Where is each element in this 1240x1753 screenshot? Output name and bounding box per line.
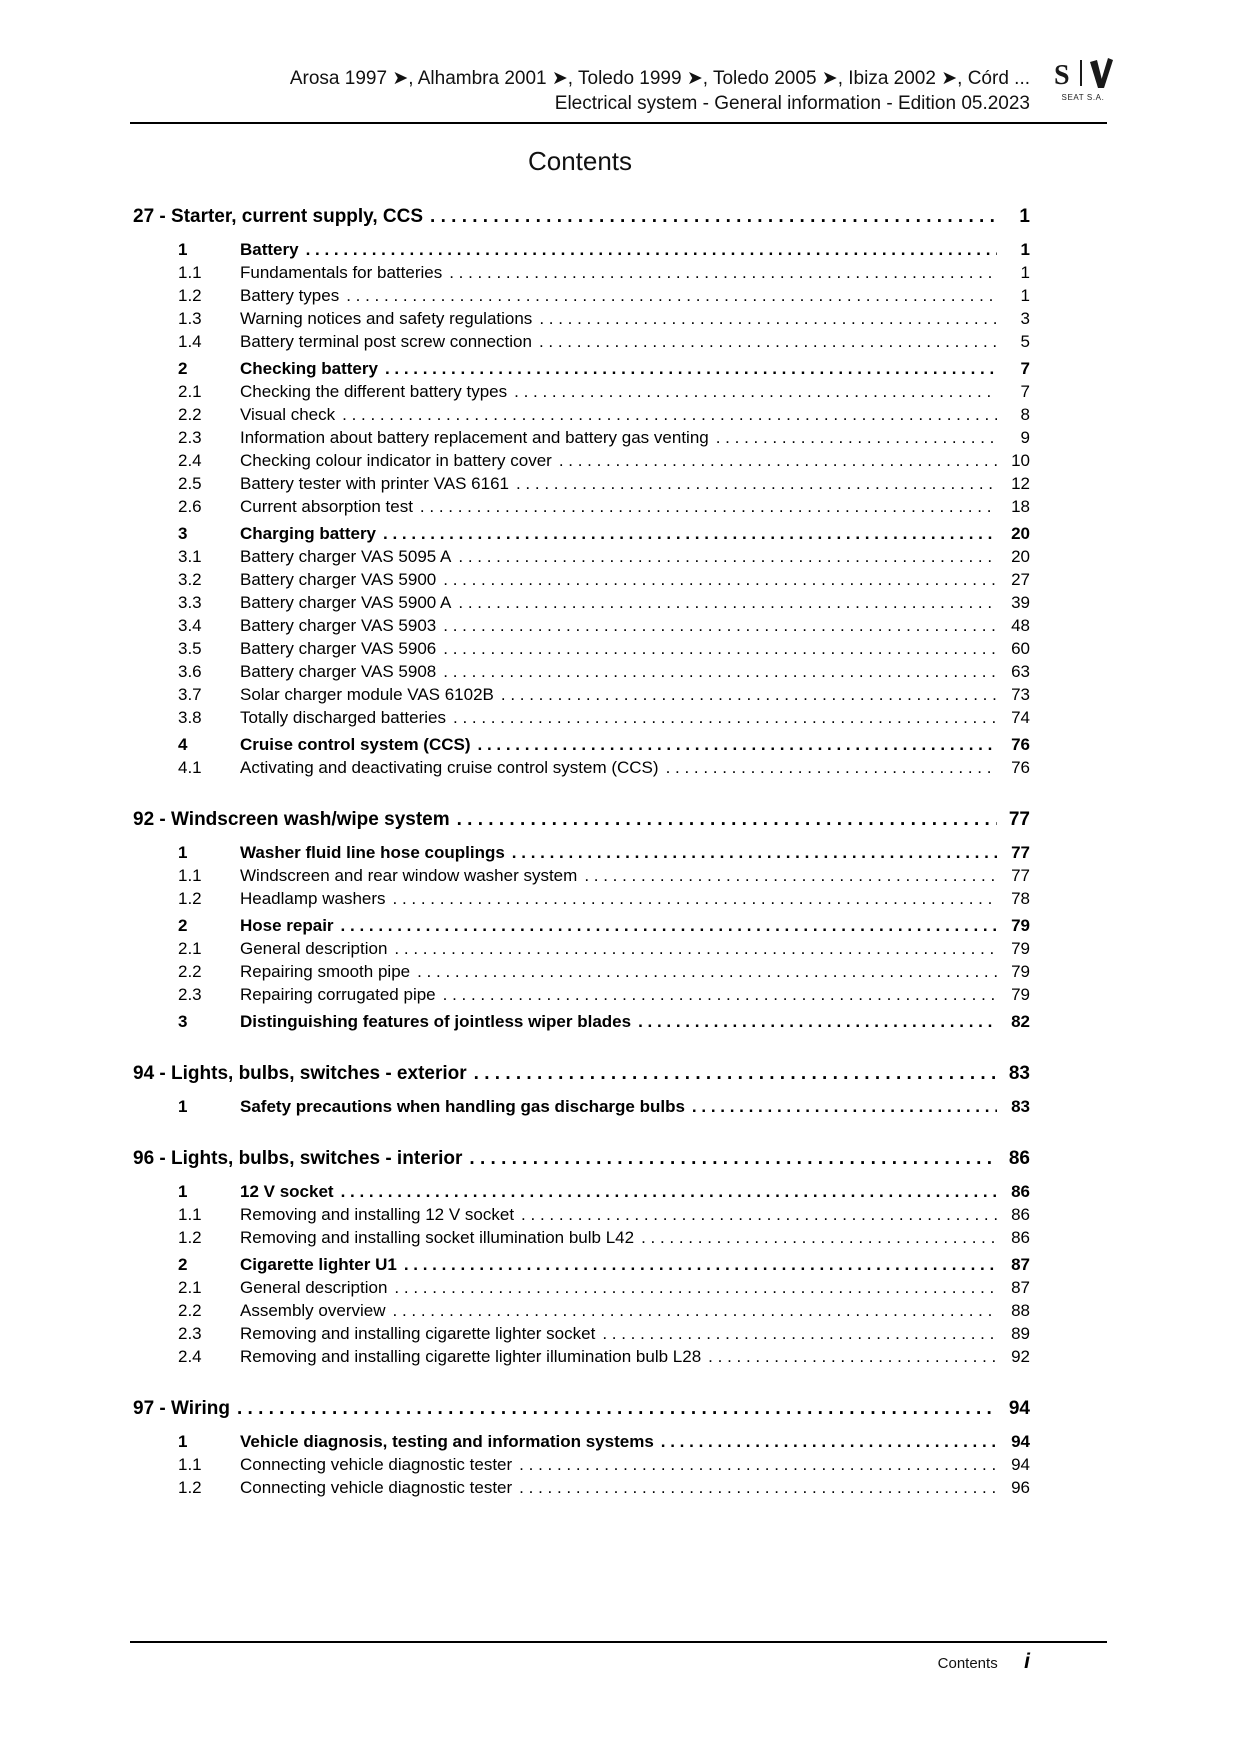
item-title: Warning notices and safety regulations xyxy=(240,309,533,328)
dot-leader xyxy=(443,660,997,683)
dot-leader xyxy=(469,1146,997,1172)
dot-leader xyxy=(457,807,997,833)
item-title: Removing and installing socket illumination bulb L42 xyxy=(240,1228,635,1247)
item-number: 2.1 xyxy=(178,1278,202,1297)
item-page-number: 76 xyxy=(1011,735,1030,754)
toc-item-row xyxy=(133,1203,1030,1226)
toc-item-row xyxy=(133,1345,1030,1368)
toc-item-row xyxy=(133,637,1030,660)
item-page-number: 79 xyxy=(1011,985,1030,1004)
item-number: 3.6 xyxy=(178,662,202,681)
toc-item-row xyxy=(133,1095,1030,1118)
item-number: 4.1 xyxy=(178,758,202,777)
item-number: 2.4 xyxy=(178,1347,202,1366)
page-footer xyxy=(130,1650,1030,1674)
item-number: 2.3 xyxy=(178,1324,202,1343)
dot-leader xyxy=(430,204,997,230)
item-number: 3.7 xyxy=(178,685,202,704)
item-title: 12 V socket xyxy=(240,1182,334,1201)
item-title: Battery charger VAS 5906 xyxy=(240,639,437,658)
item-title: Activating and deactivating cruise control system (CCS) xyxy=(240,758,659,777)
chapter-label: 96 - Lights, bulbs, switches - interior xyxy=(133,1148,463,1169)
item-title: Battery charger VAS 5903 xyxy=(240,616,437,635)
item-title: Battery charger VAS 5095 A xyxy=(240,547,452,566)
item-title: Headlamp washers xyxy=(240,889,386,908)
item-page-number: 1 xyxy=(1020,240,1030,259)
item-page-number: 18 xyxy=(1011,497,1030,516)
toc-section xyxy=(133,1396,1030,1499)
item-page-number: 96 xyxy=(1011,1478,1030,1497)
header-models-line: Arosa 1997 ➤, Alhambra 2001 ➤, Toledo 1999 ➤, Toledo 2005 ➤, Ibiza 2002 ➤, Córd ... xyxy=(289,68,1030,89)
chapter-label: 27 - Starter, current supply, CCS xyxy=(133,206,424,227)
item-number: 2 xyxy=(178,1255,188,1274)
item-title: Removing and installing 12 V socket xyxy=(240,1205,515,1224)
dot-leader xyxy=(666,756,997,779)
toc-item-row xyxy=(133,1180,1030,1203)
toc-item-row xyxy=(133,545,1030,568)
dot-leader xyxy=(237,1396,997,1422)
toc-item-row xyxy=(133,864,1030,887)
item-title: Solar charger module VAS 6102B xyxy=(240,685,494,704)
dot-leader xyxy=(602,1322,997,1345)
item-page-number: 1 xyxy=(1020,286,1030,305)
dot-leader xyxy=(539,330,997,353)
item-number: 3.1 xyxy=(178,547,202,566)
toc-chapter-row xyxy=(133,1061,1030,1087)
page-title: Contents xyxy=(527,146,633,176)
toc-chapter-row xyxy=(133,807,1030,833)
item-number: 1.1 xyxy=(178,263,202,282)
item-number: 1 xyxy=(178,843,188,862)
chapter-label: 97 - Wiring xyxy=(133,1398,230,1419)
seat-logo-caption: SEAT S.A. xyxy=(1061,93,1105,102)
dot-leader xyxy=(404,1253,997,1276)
logo-divider xyxy=(1080,60,1082,86)
item-title: Totally discharged batteries xyxy=(240,708,447,727)
item-title: Repairing corrugated pipe xyxy=(240,985,436,1004)
dot-leader xyxy=(453,706,997,729)
footer-rule xyxy=(130,1641,1107,1643)
item-number: 3.4 xyxy=(178,616,202,635)
item-page-number: 77 xyxy=(1011,843,1030,862)
dot-leader xyxy=(516,472,997,495)
chapter-page-number: 77 xyxy=(1008,809,1030,830)
dot-leader xyxy=(394,1276,997,1299)
toc-item-row xyxy=(133,706,1030,729)
dot-leader xyxy=(341,914,997,937)
item-page-number: 1 xyxy=(1020,263,1030,282)
dot-leader xyxy=(716,426,997,449)
item-number: 2 xyxy=(178,359,188,378)
footer-section-label: Contents xyxy=(937,1655,998,1672)
item-title: Washer fluid line hose couplings xyxy=(240,843,505,862)
item-page-number: 20 xyxy=(1011,524,1030,543)
dot-leader xyxy=(641,1226,997,1249)
dot-leader xyxy=(458,545,997,568)
item-title: Assembly overview xyxy=(240,1301,386,1320)
toc-item-row xyxy=(133,1226,1030,1249)
item-number: 3.8 xyxy=(178,708,202,727)
item-page-number: 86 xyxy=(1011,1182,1030,1201)
toc-item-row xyxy=(133,284,1030,307)
item-number: 1 xyxy=(178,1097,188,1116)
item-number: 3 xyxy=(178,1012,188,1031)
item-title: Cigarette lighter U1 xyxy=(240,1255,397,1274)
dot-leader xyxy=(539,307,997,330)
toc-section xyxy=(133,807,1030,1033)
item-title: Connecting vehicle diagnostic tester xyxy=(240,1478,513,1497)
dot-leader xyxy=(443,983,997,1006)
dot-leader xyxy=(443,637,997,660)
toc-item-row xyxy=(133,495,1030,518)
dot-leader xyxy=(638,1010,997,1033)
item-title: Cruise control system (CCS) xyxy=(240,735,471,754)
item-title: General description xyxy=(240,1278,388,1297)
item-number: 1.2 xyxy=(178,1478,202,1497)
toc-item-row xyxy=(133,522,1030,545)
dot-leader xyxy=(306,238,997,261)
toc-item-row xyxy=(133,1476,1030,1499)
dot-leader xyxy=(341,1180,997,1203)
item-page-number: 20 xyxy=(1011,547,1030,566)
item-page-number: 10 xyxy=(1011,451,1030,470)
item-page-number: 9 xyxy=(1020,428,1030,447)
dot-leader xyxy=(346,284,997,307)
dot-leader xyxy=(661,1430,997,1453)
toc-item-row xyxy=(133,841,1030,864)
item-number: 1 xyxy=(178,1182,188,1201)
item-page-number: 79 xyxy=(1011,916,1030,935)
chapter-page-number: 94 xyxy=(1008,1398,1030,1419)
item-title: Safety precautions when handling gas discharge bulbs xyxy=(240,1097,685,1116)
item-title: Battery charger VAS 5900 xyxy=(240,570,437,589)
item-number: 3.2 xyxy=(178,570,202,589)
dot-leader xyxy=(519,1453,997,1476)
dot-leader xyxy=(458,591,997,614)
item-page-number: 78 xyxy=(1011,889,1030,908)
dot-leader xyxy=(393,887,997,910)
item-page-number: 89 xyxy=(1011,1324,1030,1343)
item-number: 2.2 xyxy=(178,962,202,981)
chapter-page-number: 1 xyxy=(1019,206,1030,227)
item-number: 1.1 xyxy=(178,866,202,885)
item-title: Hose repair xyxy=(240,916,334,935)
item-page-number: 94 xyxy=(1011,1455,1030,1474)
toc-item-row xyxy=(133,426,1030,449)
dot-leader xyxy=(478,733,998,756)
item-page-number: 7 xyxy=(1020,382,1030,401)
item-title: Checking the different battery types xyxy=(240,382,508,401)
item-page-number: 83 xyxy=(1011,1097,1030,1116)
dot-leader xyxy=(708,1345,997,1368)
item-title: Battery xyxy=(240,240,299,259)
item-number: 3.5 xyxy=(178,639,202,658)
item-number: 1 xyxy=(178,240,188,259)
item-page-number: 3 xyxy=(1020,309,1030,328)
toc-item-row xyxy=(133,238,1030,261)
item-number: 2.5 xyxy=(178,474,202,493)
toc-item-row xyxy=(133,960,1030,983)
dot-leader xyxy=(449,261,997,284)
dot-leader xyxy=(692,1095,997,1118)
dot-leader xyxy=(385,357,997,380)
dot-leader xyxy=(443,568,997,591)
item-number: 1.3 xyxy=(178,309,202,328)
item-title: Vehicle diagnosis, testing and information systems xyxy=(240,1432,654,1451)
dot-leader xyxy=(474,1061,997,1087)
page-header xyxy=(130,66,1030,116)
seat-s-icon: S xyxy=(1054,60,1070,91)
item-title: Removing and installing cigarette lighter socket xyxy=(240,1324,596,1343)
toc-item-row xyxy=(133,1253,1030,1276)
dot-leader xyxy=(417,960,997,983)
toc-item-row xyxy=(133,591,1030,614)
chapter-page-number: 86 xyxy=(1008,1148,1030,1169)
toc-section xyxy=(133,1146,1030,1368)
item-page-number: 7 xyxy=(1020,359,1030,378)
dot-leader xyxy=(501,683,997,706)
item-number: 1.2 xyxy=(178,286,202,305)
item-title: Removing and installing cigarette lighter illumination bulb L28 xyxy=(240,1347,702,1366)
toc-item-row xyxy=(133,733,1030,756)
item-number: 2.2 xyxy=(178,405,202,424)
item-page-number: 82 xyxy=(1011,1012,1030,1031)
item-title: Connecting vehicle diagnostic tester xyxy=(240,1455,513,1474)
item-page-number: 12 xyxy=(1011,474,1030,493)
item-page-number: 8 xyxy=(1020,405,1030,424)
toc-item-row xyxy=(133,403,1030,426)
dot-leader xyxy=(394,937,997,960)
toc-item-row xyxy=(133,357,1030,380)
item-number: 4 xyxy=(178,735,188,754)
chapter-label: 94 - Lights, bulbs, switches - exterior xyxy=(133,1063,467,1084)
item-number: 3.3 xyxy=(178,593,202,612)
header-rule xyxy=(130,122,1107,124)
item-title: Information about battery replacement and battery gas venting xyxy=(240,428,709,447)
item-page-number: 86 xyxy=(1011,1205,1030,1224)
item-page-number: 88 xyxy=(1011,1301,1030,1320)
item-number: 1.1 xyxy=(178,1455,202,1474)
item-number: 1.4 xyxy=(178,332,202,351)
toc-section xyxy=(133,1061,1030,1118)
toc-item-row xyxy=(133,660,1030,683)
item-page-number: 79 xyxy=(1011,939,1030,958)
seat-arrow-icon xyxy=(1090,60,1104,88)
item-number: 2.2 xyxy=(178,1301,202,1320)
toc-chapter-row xyxy=(133,1396,1030,1422)
dot-leader xyxy=(519,1476,997,1499)
item-page-number: 94 xyxy=(1011,1432,1030,1451)
item-title: Windscreen and rear window washer system xyxy=(240,866,578,885)
item-page-number: 39 xyxy=(1011,593,1030,612)
toc-item-row xyxy=(133,1322,1030,1345)
item-number: 2.1 xyxy=(178,939,202,958)
dot-leader xyxy=(443,614,997,637)
item-number: 2.3 xyxy=(178,985,202,1004)
toc-chapter-row xyxy=(133,1146,1030,1172)
toc-item-row xyxy=(133,330,1030,353)
toc-item-row xyxy=(133,568,1030,591)
item-title: Checking colour indicator in battery cover xyxy=(240,451,552,470)
toc-item-row xyxy=(133,983,1030,1006)
dot-leader xyxy=(393,1299,998,1322)
header-edition-line: Electrical system - General information - Edition 05.2023 xyxy=(554,93,1030,114)
toc-item-row xyxy=(133,1299,1030,1322)
chapter-label: 92 - Windscreen wash/wipe system xyxy=(133,809,450,830)
item-title: Fundamentals for batteries xyxy=(240,263,443,282)
item-title: Battery tester with printer VAS 6161 xyxy=(240,474,509,493)
item-title: Battery charger VAS 5908 xyxy=(240,662,437,681)
item-title: Current absorption test xyxy=(240,497,413,516)
toc-item-row xyxy=(133,472,1030,495)
dot-leader xyxy=(584,864,997,887)
item-number: 1.2 xyxy=(178,889,202,908)
toc-item-row xyxy=(133,307,1030,330)
item-title: General description xyxy=(240,939,388,958)
dot-leader xyxy=(342,403,997,426)
dot-leader xyxy=(514,380,997,403)
toc-item-row xyxy=(133,937,1030,960)
toc-item-row xyxy=(133,1430,1030,1453)
item-page-number: 87 xyxy=(1011,1278,1030,1297)
toc-item-row xyxy=(133,887,1030,910)
item-page-number: 27 xyxy=(1011,570,1030,589)
item-title: Battery terminal post screw connection xyxy=(240,332,532,351)
item-number: 2.1 xyxy=(178,382,202,401)
item-page-number: 92 xyxy=(1011,1347,1030,1366)
toc-item-row xyxy=(133,380,1030,403)
item-page-number: 86 xyxy=(1011,1228,1030,1247)
item-number: 3 xyxy=(178,524,188,543)
dot-leader xyxy=(383,522,997,545)
item-title: Battery charger VAS 5900 A xyxy=(240,593,452,612)
item-page-number: 5 xyxy=(1020,332,1030,351)
item-page-number: 87 xyxy=(1011,1255,1030,1274)
toc-item-row xyxy=(133,449,1030,472)
item-number: 1.2 xyxy=(178,1228,202,1247)
item-number: 2.4 xyxy=(178,451,202,470)
item-title: Checking battery xyxy=(240,359,378,378)
item-title: Distinguishing features of jointless wiper blades xyxy=(240,1012,632,1031)
toc-section xyxy=(133,204,1030,779)
item-title: Visual check xyxy=(240,405,336,424)
item-title: Charging battery xyxy=(240,524,377,543)
dot-leader xyxy=(559,449,997,472)
item-page-number: 48 xyxy=(1011,616,1030,635)
item-number: 1 xyxy=(178,1432,188,1451)
toc-item-row xyxy=(133,1453,1030,1476)
toc-item-row xyxy=(133,683,1030,706)
chapter-page-number: 83 xyxy=(1008,1063,1030,1084)
item-number: 2.3 xyxy=(178,428,202,447)
toc-item-row xyxy=(133,914,1030,937)
dot-leader xyxy=(521,1203,997,1226)
item-number: 2.6 xyxy=(178,497,202,516)
footer-page-number: i xyxy=(1024,1650,1030,1673)
dot-leader xyxy=(420,495,997,518)
item-page-number: 63 xyxy=(1011,662,1030,681)
seat-arrow-icon-right xyxy=(1101,58,1113,88)
toc-item-row xyxy=(133,756,1030,779)
item-page-number: 79 xyxy=(1011,962,1030,981)
item-title: Repairing smooth pipe xyxy=(240,962,411,981)
dot-leader xyxy=(512,841,997,864)
item-page-number: 74 xyxy=(1011,708,1030,727)
seat-logo-icon xyxy=(1052,58,1114,92)
toc-item-row xyxy=(133,1276,1030,1299)
item-page-number: 73 xyxy=(1011,685,1030,704)
toc xyxy=(133,176,1030,1499)
seat-logo xyxy=(1048,58,1118,102)
item-title: Battery types xyxy=(240,286,340,305)
item-page-number: 76 xyxy=(1011,758,1030,777)
item-page-number: 77 xyxy=(1011,866,1030,885)
item-number: 2 xyxy=(178,916,188,935)
item-page-number: 60 xyxy=(1011,639,1030,658)
toc-item-row xyxy=(133,614,1030,637)
toc-chapter-row xyxy=(133,204,1030,230)
item-number: 1.1 xyxy=(178,1205,202,1224)
toc-item-row xyxy=(133,1010,1030,1033)
toc-item-row xyxy=(133,261,1030,284)
